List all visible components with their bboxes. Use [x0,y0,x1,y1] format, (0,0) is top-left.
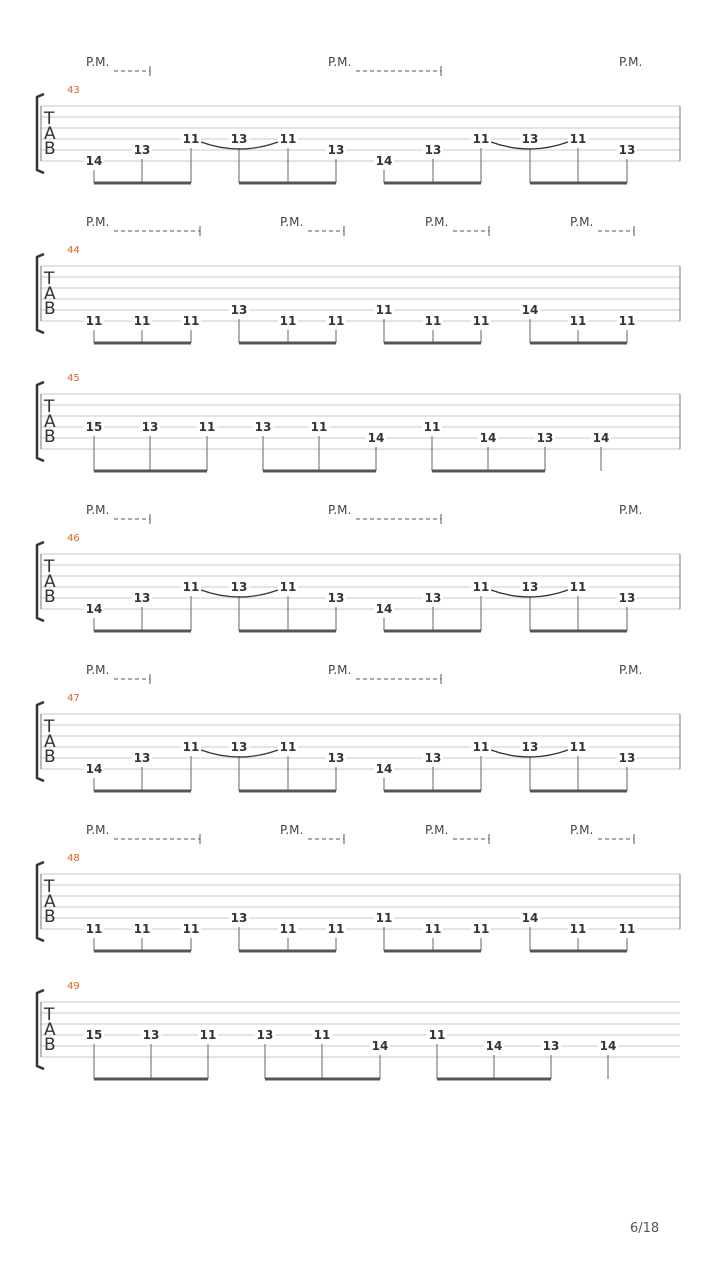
fret-number: 13 [142,1028,160,1042]
fret-number: 11 [424,314,442,328]
palm-mute-label: P.M. [86,215,110,229]
fret-number: 15 [85,420,103,434]
bar-number: 43 [67,85,80,96]
fret-number: 11 [327,922,345,936]
fret-number: 13 [424,591,442,605]
fret-number: 13 [141,420,159,434]
tab-clef-letter: A [44,572,56,592]
palm-mute-label: P.M. [86,503,110,517]
fret-number: 11 [182,580,200,594]
bar-number: 44 [67,245,80,256]
fret-number: 11 [198,420,216,434]
palm-mute-label: P.M. [328,503,352,517]
fret-number: 11 [310,420,328,434]
fret-number: 11 [472,314,490,328]
fret-number: 11 [182,740,200,754]
fret-number: 13 [256,1028,274,1042]
tab-clef-letter: B [44,299,56,319]
fret-number: 14 [521,911,539,925]
fret-number: 13 [133,751,151,765]
palm-mute-label: P.M. [425,823,449,837]
tab-clef-letter: A [44,412,56,432]
tab-clef-letter: A [44,732,56,752]
tab-clef-letter: A [44,1020,56,1040]
fret-number: 13 [542,1039,560,1053]
fret-number: 13 [618,751,636,765]
tab-clef-letter: B [44,587,56,607]
fret-number: 11 [199,1028,217,1042]
fret-number: 13 [230,132,248,146]
fret-number: 13 [230,911,248,925]
palm-mute-label: P.M. [86,55,110,69]
fret-number: 14 [521,303,539,317]
fret-number: 13 [521,740,539,754]
fret-number: 14 [479,431,497,445]
fret-number: 13 [230,740,248,754]
palm-mute-label: P.M. [619,55,643,69]
fret-number: 11 [133,314,151,328]
fret-number: 14 [375,602,393,616]
bar-number: 46 [67,533,80,544]
fret-number: 13 [521,132,539,146]
fret-number: 11 [133,922,151,936]
fret-number: 13 [230,580,248,594]
fret-number: 11 [182,922,200,936]
fret-number: 13 [618,591,636,605]
fret-number: 11 [472,740,490,754]
tab-clef-letter: B [44,907,56,927]
fret-number: 14 [599,1039,617,1053]
fret-number: 11 [618,314,636,328]
fret-number: 11 [375,303,393,317]
fret-number: 11 [279,922,297,936]
bar-number: 47 [67,693,80,704]
bar-number: 45 [67,373,80,384]
palm-mute-label: P.M. [570,215,594,229]
fret-number: 11 [424,922,442,936]
fret-number: 13 [536,431,554,445]
fret-number: 13 [521,580,539,594]
fret-number: 11 [279,314,297,328]
tab-clef-letter: A [44,284,56,304]
fret-number: 11 [569,580,587,594]
bar-number: 49 [67,981,80,992]
fret-number: 11 [85,922,103,936]
tab-clef-letter: T [44,269,55,289]
fret-number: 14 [85,154,103,168]
fret-number: 11 [313,1028,331,1042]
bar-number: 48 [67,853,80,864]
fret-number: 14 [485,1039,503,1053]
fret-number: 11 [279,580,297,594]
fret-number: 13 [618,143,636,157]
fret-number: 13 [133,143,151,157]
fret-number: 11 [375,911,393,925]
tab-clef-letter: B [44,747,56,767]
fret-number: 11 [428,1028,446,1042]
fret-number: 13 [327,143,345,157]
fret-number: 11 [472,580,490,594]
tab-clef-letter: A [44,892,56,912]
fret-number: 13 [133,591,151,605]
palm-mute-label: P.M. [425,215,449,229]
fret-number: 14 [85,762,103,776]
fret-number: 13 [327,591,345,605]
fret-number: 14 [375,154,393,168]
fret-number: 11 [423,420,441,434]
tab-clef-letter: T [44,557,55,577]
palm-mute-label: P.M. [570,823,594,837]
fret-number: 15 [85,1028,103,1042]
fret-number: 11 [85,314,103,328]
tab-clef-letter: T [44,109,55,129]
fret-number: 11 [472,922,490,936]
palm-mute-label: P.M. [86,823,110,837]
palm-mute-label: P.M. [280,823,304,837]
tab-clef-letter: T [44,717,55,737]
fret-number: 11 [569,314,587,328]
palm-mute-label: P.M. [619,503,643,517]
fret-number: 14 [85,602,103,616]
fret-number: 13 [254,420,272,434]
tab-clef-letter: T [44,397,55,417]
fret-number: 11 [327,314,345,328]
fret-number: 11 [569,132,587,146]
palm-mute-label: P.M. [328,663,352,677]
palm-mute-label: P.M. [328,55,352,69]
fret-number: 14 [367,431,385,445]
fret-number: 11 [472,132,490,146]
fret-number: 13 [424,143,442,157]
tab-clef-letter: T [44,1005,55,1025]
palm-mute-label: P.M. [280,215,304,229]
tab-clef-letter: B [44,1035,56,1055]
fret-number: 13 [230,303,248,317]
fret-number: 11 [569,922,587,936]
tab-clef-letter: T [44,877,55,897]
palm-mute-label: P.M. [86,663,110,677]
fret-number: 14 [371,1039,389,1053]
fret-number: 11 [182,132,200,146]
palm-mute-label: P.M. [619,663,643,677]
tab-clef-letter: B [44,427,56,447]
tab-clef-letter: A [44,124,56,144]
fret-number: 11 [569,740,587,754]
fret-number: 13 [327,751,345,765]
fret-number: 11 [182,314,200,328]
fret-number: 11 [279,740,297,754]
page-number: 6/18 [630,1221,660,1236]
fret-number: 14 [592,431,610,445]
fret-number: 13 [424,751,442,765]
fret-number: 14 [375,762,393,776]
fret-number: 11 [618,922,636,936]
fret-number: 11 [279,132,297,146]
tab-clef-letter: B [44,139,56,159]
